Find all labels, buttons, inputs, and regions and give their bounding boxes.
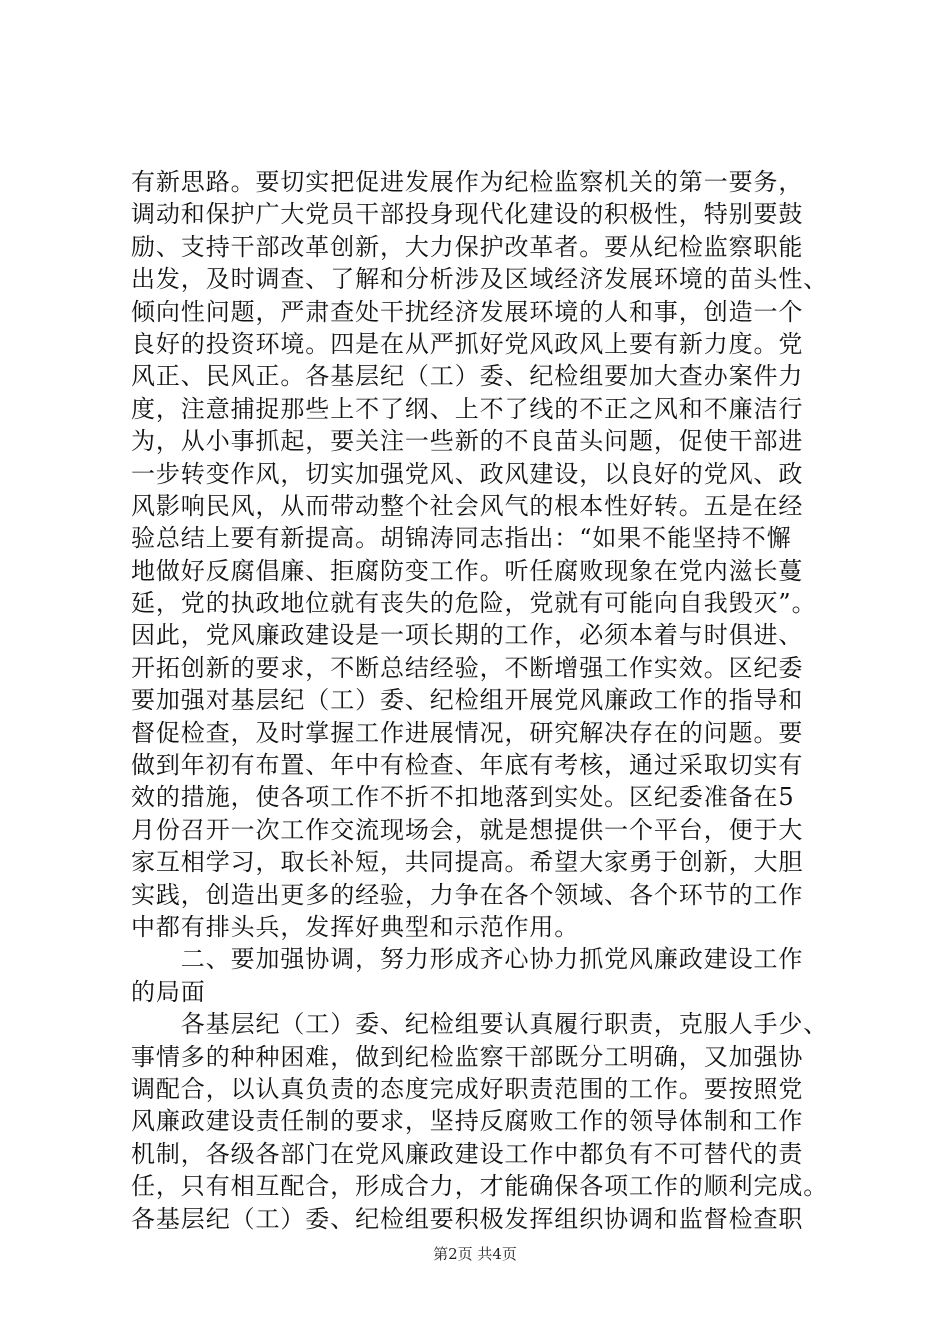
body-text (131, 166, 831, 1235)
text-line: 中都有排头兵，发挥好典型和示范作用。 (131, 912, 580, 941)
text-line: 月份召开一次工作交流现场会，就是想提供一个平台，便于大 (131, 815, 804, 844)
text-line: 出发，及时调查、了解和分析涉及区域经济发展环境的苗头性、 (131, 265, 829, 294)
text-line: 验总结上要有新提高。胡锦涛同志指出：“如果不能坚持不懈 (131, 524, 792, 553)
page-footer (0, 1244, 950, 1264)
text-line: 任，只有相互配合，形成合力，才能确保各项工作的顺利完成。 (131, 1172, 829, 1201)
text-line: 延，党的执政地位就有丧失的危险，党就有可能向自我毁灭”。 (131, 589, 817, 618)
text-line: 倾向性问题，严肃查处干扰经济发展环境的人和事，创造一个 (131, 297, 804, 326)
text-line: 各基层纪（工）委、纪检组要认真履行职责，克服人手少、 (131, 1010, 829, 1039)
text-line: 调配合，以认真负责的态度完成好职责范围的工作。要按照党 (131, 1074, 804, 1103)
text-line: 开拓创新的要求，不断总结经验，不断增强工作实效。区纪委 (131, 653, 804, 682)
text-line: 因此，党风廉政建设是一项长期的工作，必须本着与时俱进、 (131, 621, 804, 650)
text-line: 事情多的种种困难，做到纪检监察干部既分工明确，又加强协 (131, 1042, 804, 1071)
text-line: 地做好反腐倡廉、拒腐防变工作。听任腐败现象在党内滋长蔓 (131, 556, 804, 585)
text-line: 督促检查，及时掌握工作进展情况，研究解决存在的问题。要 (131, 718, 804, 747)
text-line: 励、支持干部改革创新，大力保护改革者。要从纪检监察职能 (131, 232, 804, 261)
text-line: 风廉政建设责任制的要求，坚持反腐败工作的领导体制和工作 (131, 1107, 804, 1136)
text-line: 实践，创造出更多的经验，力争在各个领域、各个环节的工作 (131, 880, 804, 909)
text-line: 家互相学习，取长补短，共同提高。希望大家勇于创新，大胆 (131, 848, 804, 877)
text-line: 度，注意捕捉那些上不了纲、上不了线的不正之风和不廉洁行 (131, 394, 804, 423)
text-line: 做到年初有布置、年中有检查、年底有考核，通过采取切实有 (131, 751, 804, 780)
section-heading-line: 的局面 (131, 977, 206, 1006)
text-line: 机制，各级各部门在党风廉政建设工作中都负有不可替代的责 (131, 1139, 804, 1168)
text-line: 一步转变作风，切实加强党风、政风建设，以良好的党风、政 (131, 459, 804, 488)
text-line: 风正、民风正。各基层纪（工）委、纪检组要加大查办案件力 (131, 362, 804, 391)
text-line: 有新思路。要切实把促进发展作为纪检监察机关的第一要务， (131, 168, 804, 196)
page-number: 第2页 共4页 (433, 1245, 517, 1263)
text-line: 良好的投资环境。四是在从严抓好党风政风上要有新力度。党 (131, 329, 804, 358)
text-line: 调动和保护广大党员干部投身现代化建设的积极性，特别要鼓 (131, 200, 804, 229)
text-line: 为，从小事抓起，要关注一些新的不良苗头问题，促使干部进 (131, 427, 804, 456)
section-heading-line: 二、要加强协调，努力形成齐心协力抓党风廉政建设工作 (131, 945, 804, 974)
text-line: 效的措施，使各项工作不折不扣地落到实处。区纪委准备在5 (131, 783, 795, 812)
text-line: 风影响民风，从而带动整个社会风气的根本性好转。五是在经 (131, 491, 804, 520)
text-line: 要加强对基层纪（工）委、纪检组开展党风廉政工作的指导和 (131, 686, 804, 715)
text-line: 各基层纪（工）委、纪检组要积极发挥组织协调和监督检查职 (131, 1204, 804, 1233)
